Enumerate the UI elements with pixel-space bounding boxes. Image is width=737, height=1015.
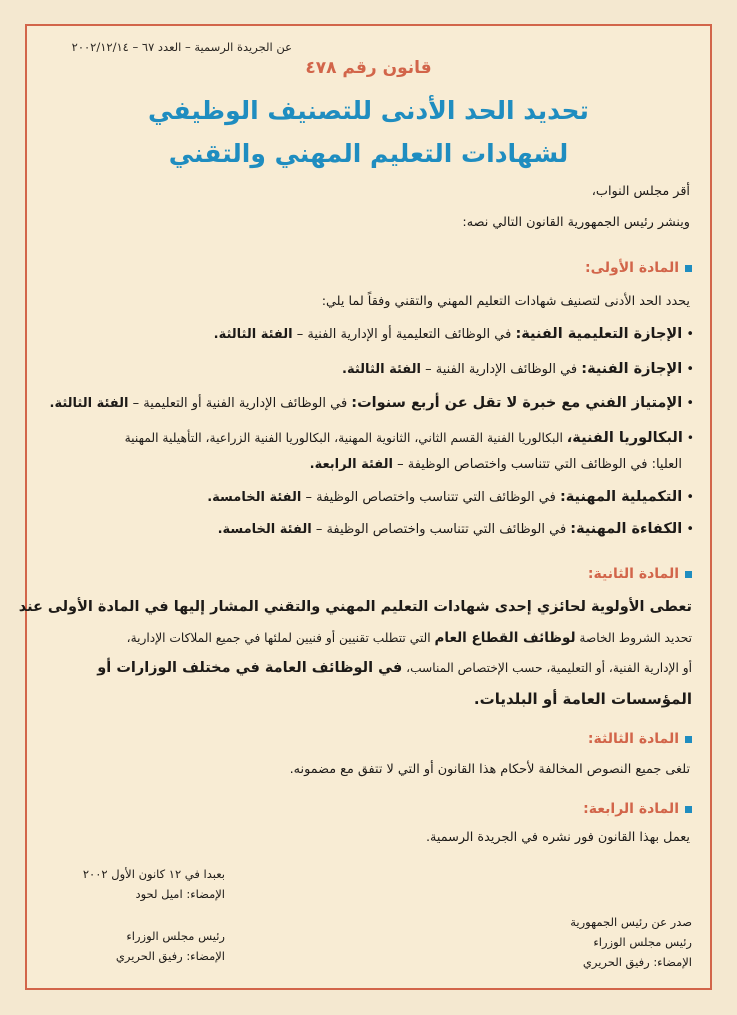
signature-place-date: بعبدا في ١٢ كانون الأول ٢٠٠٢ [82, 867, 225, 881]
article2-line2: تحديد الشروط الخاصة لوظائف القطاع العام التي تتطلب تقنيين أو فنيين لملئها في جميع الملاكات الإدارية، [126, 630, 692, 646]
article3-heading: المادة الثالثة: [588, 731, 692, 747]
signature-pm-title-right: رئيس مجلس الوزراء [593, 935, 692, 949]
article2-heading: المادة الثانية: [588, 566, 692, 582]
signature-pm-name: الإمضاء: رفيق الحريري [115, 949, 225, 963]
bullet-square-icon [685, 571, 692, 578]
intro-line2: وينشر رئيس الجمهورية القانون التالي نصه: [462, 215, 690, 230]
law-title-line1: تحديد الحد الأدنى للتصنيف الوظيفي [148, 96, 589, 125]
article1-item: • التكميلية المهنية: في الوظائف التي تتناسب واختصاص الوظيفة – الفئة الخامسة. [207, 489, 694, 505]
source-reference: عن الجريدة الرسمية – العدد ٦٧ – ٢٠٠٢/١٢/١٤ [71, 40, 292, 54]
article1-item: • الإجازة التعليمية الفنية: في الوظائف التعليمية أو الإدارية الفنية – الفئة الثالثة. [213, 326, 694, 342]
article2-line3: أو الإدارية الفنية، أو التعليمية، حسب الإختصاص المناسب، في الوظائف العامة في مختلف الوزارات أو [97, 660, 692, 676]
issued-by: صدر عن رئيس الجمهورية [570, 915, 692, 929]
signature-block-left [83, 864, 225, 904]
signature-pm-name-right: الإمضاء: رفيق الحريري [582, 955, 692, 969]
signature-president: الإمضاء: اميل لحود [135, 887, 225, 901]
law-number: قانون رقم ٤٧٨ [305, 58, 432, 78]
article1-item: • الإجازة الفنية: في الوظائف الإدارية الفنية – الفئة الثالثة. [342, 361, 694, 377]
article4-text: يعمل بهذا القانون فور نشره في الجريدة الرسمية. [425, 830, 690, 845]
signature-block-right [570, 912, 692, 972]
signature-pm-title: رئيس مجلس الوزراء [126, 929, 225, 943]
article2-line4: المؤسسات العامة أو البلديات. [473, 690, 692, 708]
article1-item: • الإمتياز الفني مع خبرة لا تقل عن أربع سنوات: في الوظائف الإدارية الفنية أو التعليمية – الفئة الثالثة. [49, 395, 694, 411]
bullet-square-icon [685, 806, 692, 813]
bullet-square-icon [685, 265, 692, 272]
signature-block-left-pm [116, 926, 225, 966]
law-title-line2: لشهادات التعليم المهني والتقني [168, 139, 569, 168]
article2-line1: تعطى الأولوية لحائزي إحدى شهادات التعليم المهني والتقني المشار إليها في المادة الأولى عند [18, 599, 692, 615]
article4-heading: المادة الرابعة: [583, 801, 692, 817]
article3-text: تلغى جميع النصوص المخالفة لأحكام هذا القانون أو التي لا تتفق مع مضمونه. [289, 762, 690, 777]
article1-item: • البكالوريا الفنية، البكالوريا الفنية القسم الثاني، الثانوية المهنية، البكالوريا الفنية الزراعية، التأهيلية المهنية [124, 430, 694, 446]
article1-item: • الكفاءة المهنية: في الوظائف التي تتناسب واختصاص الوظيفة – الفئة الخامسة. [217, 521, 694, 537]
article1-lead: يحدد الحد الأدنى لتصنيف شهادات التعليم المهني والتقني وفقاً لما يلي: [321, 294, 690, 309]
article1-heading: المادة الأولى: [585, 260, 692, 276]
intro-line1: أقر مجلس النواب، [591, 184, 690, 199]
article1-item-continuation: العليا: في الوظائف التي تتناسب واختصاص الوظيفة – الفئة الرابعة. [309, 457, 682, 472]
law-document [18, 24, 712, 990]
bullet-square-icon [685, 736, 692, 743]
